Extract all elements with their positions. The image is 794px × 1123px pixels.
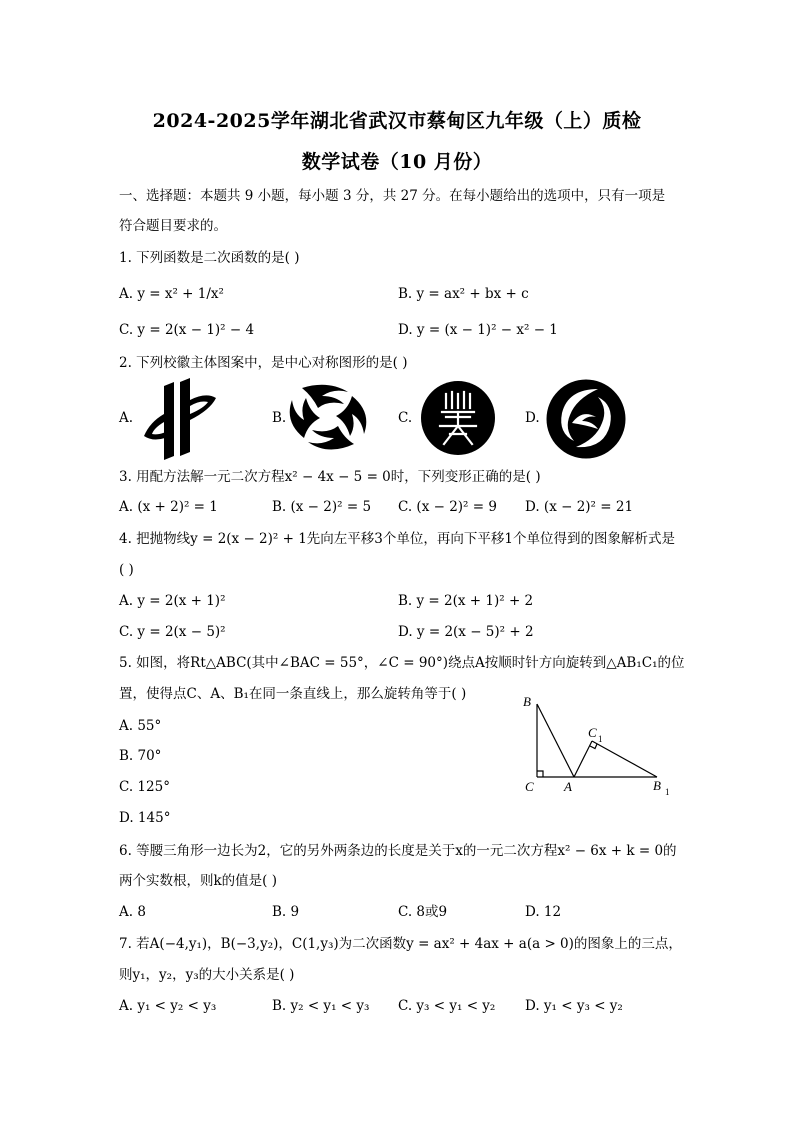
segment-c1b1	[592, 741, 657, 777]
q3-option-b: B. (x − 2)² = 5	[272, 499, 372, 515]
q7-option-c: C. y₃ < y₁ < y₂	[398, 998, 496, 1014]
q4-option-a: A. y = 2(x + 1)²	[119, 593, 226, 609]
label-b1-sub: 1	[665, 787, 670, 797]
q2-option-b: B.	[272, 410, 287, 426]
q5-option-a: A. 55°	[119, 718, 162, 734]
q5-option-d: D. 145°	[119, 810, 171, 826]
label-c1: C	[588, 725, 597, 740]
q6-stem: 6. 等腰三角形一边长为2，它的另外两条边的长度是关于x的一元二次方程x² − 6x + k = 0的	[119, 843, 677, 859]
q1-option-a: A. y = x² + 1/x²	[119, 286, 224, 302]
q2-option-c: C.	[398, 410, 413, 426]
q4-option-c: C. y = 2(x − 5)²	[119, 624, 226, 640]
right-angle-c	[537, 771, 543, 777]
school-emblem-a-icon	[140, 378, 220, 460]
q4-option-d: D. y = 2(x − 5)² + 2	[398, 624, 534, 640]
school-emblem-c-icon	[420, 380, 496, 456]
title-line-2: 数学试卷（10 月份）	[301, 151, 493, 173]
q3-stem: 3. 用配方法解一元二次方程x² − 4x − 5 = 0时，下列变形正确的是( )	[119, 469, 541, 485]
q5-stem: 5. 如图，将Rt△ABC(其中∠BAC = 55°，∠C = 90°)绕点A按顺时针方向旋转到△AB₁C₁的位	[119, 655, 685, 671]
q6-option-d: D. 12	[525, 904, 562, 920]
q1-option-c: C. y = 2(x − 1)² − 4	[119, 322, 255, 338]
section-instruction: 一、选择题：本题共 9 小题，每小题 3 分，共 27 分。在每小题给出的选项中，只有一项是	[119, 188, 666, 204]
school-emblem-b-icon	[288, 382, 370, 454]
q1-option-b: B. y = ax² + bx + c	[398, 286, 529, 302]
q6-option-c: C. 8或9	[398, 904, 448, 920]
q6-option-b: B. 9	[272, 904, 300, 920]
q2-option-a: A.	[119, 410, 134, 426]
segment-ba	[537, 704, 574, 777]
q7-stem: 7. 若A(−4,y₁)，B(−3,y₂)，C(1,y₃)为二次函数y = ax² + 4ax + a(a > 0)的图象上的三点，	[119, 936, 682, 952]
q5-option-c: C. 125°	[119, 779, 170, 795]
school-emblem-d-icon	[546, 379, 626, 459]
q2-option-d: D.	[525, 410, 540, 426]
q7-option-a: A. y₁ < y₂ < y₃	[119, 998, 217, 1014]
label-b1: B	[653, 778, 661, 793]
q7-option-b: B. y₂ < y₁ < y₃	[272, 998, 370, 1014]
q7-stem-cont: 则y₁，y₂，y₃的大小关系是( )	[119, 967, 295, 983]
rotation-triangle-figure	[515, 690, 685, 802]
q5-option-b: B. 70°	[119, 748, 162, 764]
title-line-1: 2024-2025学年湖北省武汉市蔡甸区九年级（上）质检	[152, 110, 642, 132]
q7-option-d: D. y₁ < y₃ < y₂	[525, 998, 623, 1014]
q3-option-c: C. (x − 2)² = 9	[398, 499, 497, 515]
section-instruction-cont: 符合题目要求的。	[119, 218, 227, 234]
q3-option-a: A. (x + 2)² = 1	[119, 499, 218, 515]
q6-stem-cont: 两个实数根，则k的值是( )	[119, 873, 278, 889]
q6-option-a: A. 8	[119, 904, 146, 920]
q1-stem: 1. 下列函数是二次函数的是( )	[119, 250, 300, 266]
label-c: C	[525, 779, 534, 794]
label-b: B	[523, 694, 531, 709]
label-a: A	[564, 779, 572, 794]
q4-option-b: B. y = 2(x + 1)² + 2	[398, 593, 534, 609]
q2-stem: 2. 下列校徽主体图案中，是中心对称图形的是( )	[119, 355, 408, 371]
right-angle-c1	[590, 744, 597, 749]
q3-option-d: D. (x − 2)² = 21	[525, 499, 634, 515]
q4-stem-cont: ( )	[119, 562, 134, 578]
q1-option-d: D. y = (x − 1)² − x² − 1	[398, 322, 558, 338]
q4-stem: 4. 把抛物线y = 2(x − 2)² + 1先向左平移3个单位，再向下平移1个单位得到的图象解析式是	[119, 531, 675, 547]
q5-stem-cont: 置，使得点C、A、B₁在同一条直线上，那么旋转角等于( )	[119, 686, 467, 702]
label-c1-sub: 1	[598, 734, 603, 744]
segment-ac1	[574, 741, 592, 777]
